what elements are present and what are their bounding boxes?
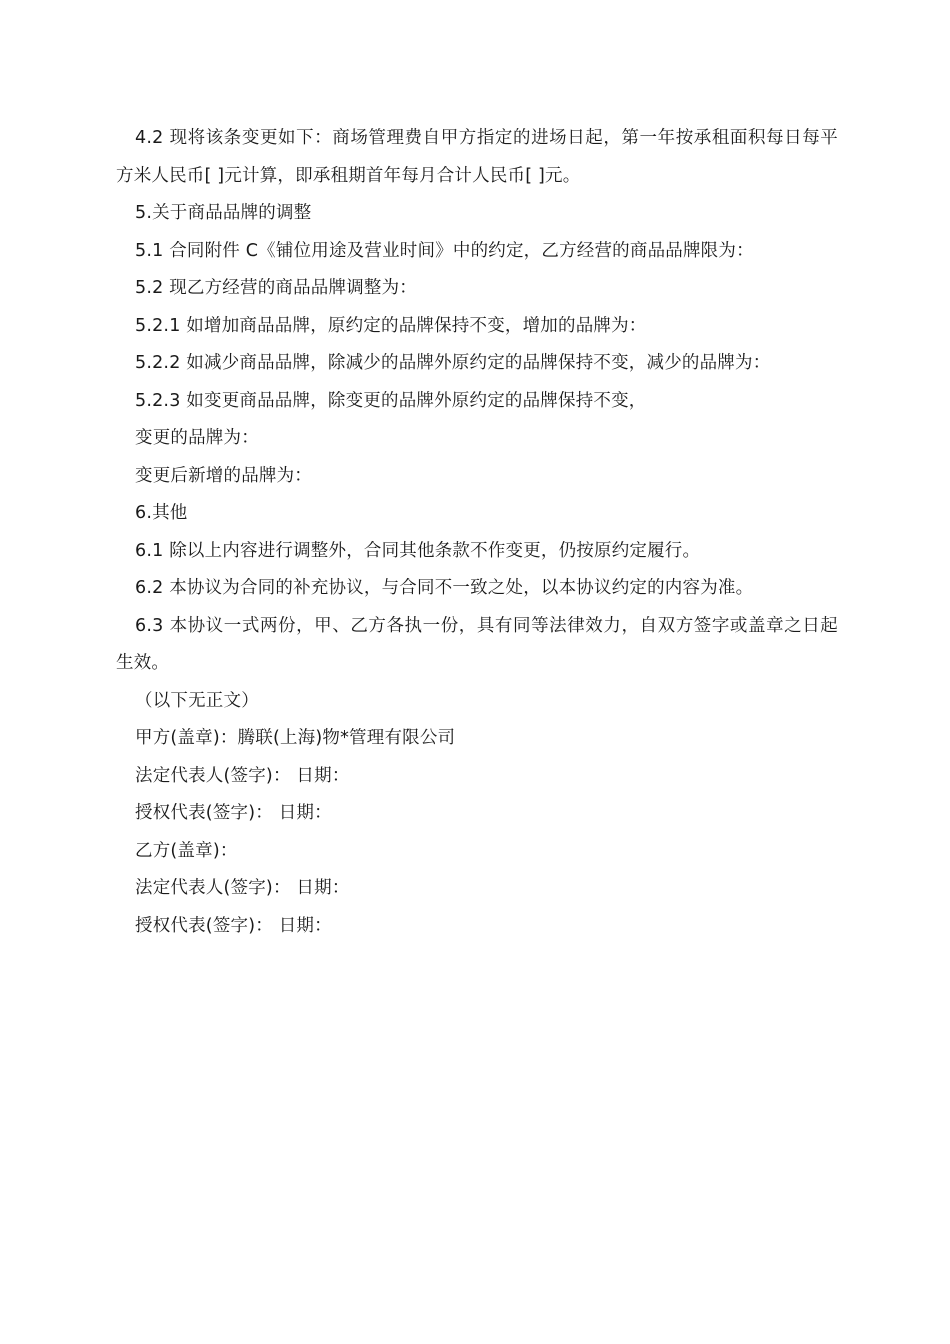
clause-6-1: 6.1 除以上内容进行调整外，合同其他条款不作变更，仍按原约定履行。 [135, 540, 701, 561]
no-further-text: （以下无正文） [135, 690, 259, 711]
party-b-seal: 乙方(盖章)： [135, 840, 238, 861]
clause-4-2: 4.2 现将该条变更如下：商场管理费自甲方指定的进场日起，第一年按承租面积每日每平方米人民币[ ]元计算，即承租期首年每月合计人民币[ ]元。 [116, 128, 838, 186]
changed-brands-line: 变更的品牌为： [135, 428, 259, 448]
section-6-heading: 6.其他 [135, 503, 188, 523]
clause-5-2-1: 5.2.1 如增加商品品牌，原约定的品牌保持不变，增加的品牌为： [135, 315, 647, 336]
party-b-authorized-rep: 授权代表(签字)： 日期： [135, 915, 332, 936]
party-a-seal: 甲方(盖章)：腾联(上海)物*管理有限公司 [135, 728, 456, 748]
party-a-authorized-rep: 授权代表(签字)： 日期： [135, 803, 332, 823]
party-a-legal-rep: 法定代表人(签字)： 日期： [135, 765, 350, 786]
document-body [116, 120, 838, 945]
clause-5-2-3: 5.2.3 如变更商品品牌，除变更的品牌外原约定的品牌保持不变， [135, 390, 647, 411]
clause-5-1: 5.1 合同附件 C《铺位用途及营业时间》中的约定，乙方经营的商品品牌限为： [135, 240, 754, 261]
party-b-legal-rep: 法定代表人(签字)： 日期： [135, 878, 350, 898]
section-5-heading: 5.关于商品品牌的调整 [135, 203, 312, 223]
clause-5-2: 5.2 现乙方经营的商品品牌调整为： [135, 278, 417, 298]
new-brands-line: 变更后新增的品牌为： [135, 465, 312, 486]
clause-6-3: 6.3 本协议一式两份，甲、乙方各执一份，具有同等法律效力，自双方签字或盖章之日起生效。 [116, 615, 838, 673]
clause-5-2-2: 5.2.2 如减少商品品牌，除减少的品牌外原约定的品牌保持不变，减少的品牌为： [135, 353, 771, 373]
clause-6-2: 6.2 本协议为合同的补充协议，与合同不一致之处，以本协议约定的内容为准。 [135, 578, 754, 598]
